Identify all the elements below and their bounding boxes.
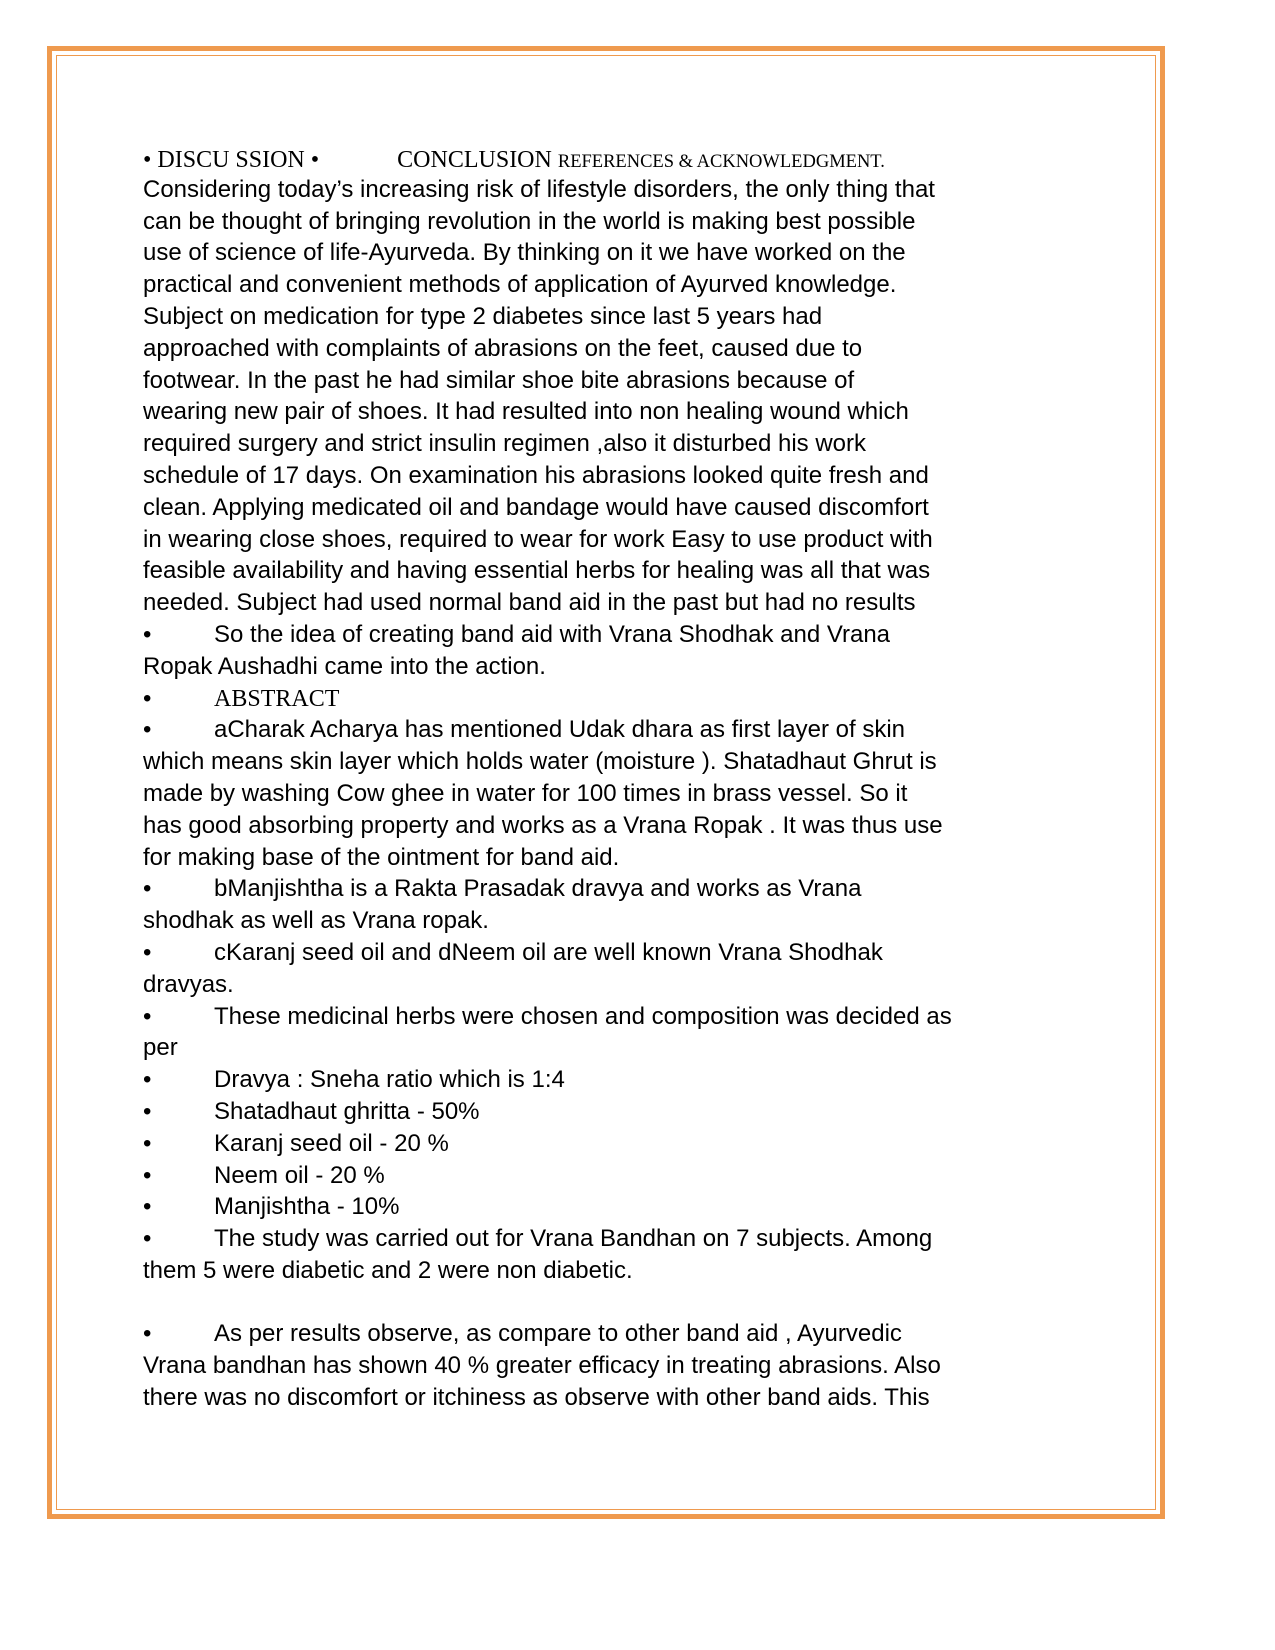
bullet-item-herbs — [143, 1001, 1083, 1033]
body-line: feasible availability and having essential herbs for healing was all that was — [143, 557, 931, 585]
composition-item — [143, 1096, 1083, 1128]
bullet-item-results — [143, 1318, 1083, 1350]
bullet-icon: • — [143, 1129, 152, 1157]
composition-text: Manjishtha - 10% — [214, 1193, 400, 1221]
body-line: approached with complaints of abrasions on the feet, caused due to — [143, 334, 863, 362]
bullet-item-abstract — [143, 683, 1083, 715]
body-line: required surgery and strict insulin regimen ,also it disturbed his work — [143, 430, 866, 458]
body-line: them 5 were diabetic and 2 were non diabetic. — [143, 1256, 633, 1284]
charak-text: aCharak Acharya has mentioned Udak dhara as first layer of skin — [214, 716, 906, 744]
bullet-icon: • — [143, 1161, 152, 1189]
bullet-item-charak — [143, 714, 1083, 746]
body-line: schedule of 17 days. On examination his abrasions looked quite fresh and — [143, 461, 929, 489]
bullet-item-study — [143, 1223, 1083, 1255]
header-references: REFERENCES & ACKNOWLEDGMENT. — [557, 152, 885, 172]
bullet-item-idea — [143, 619, 1083, 651]
bullet-item-karanj — [143, 937, 1083, 969]
body-line: dravyas. — [143, 970, 234, 998]
bullet-icon: • — [143, 1225, 152, 1253]
composition-text: Neem oil - 20 % — [214, 1161, 385, 1189]
composition-item — [143, 1160, 1083, 1192]
bullet-item-manjishtha — [143, 873, 1083, 905]
body-line: made by washing Cow ghee in water for 100 times in brass vessel. So it — [143, 779, 908, 807]
body-line: Ropak Aushadhi came into the action. — [143, 652, 546, 680]
header-conclusion: CONCLUSION — [397, 147, 552, 173]
body-line: which means skin layer which holds water (moisture ). Shatadhaut Ghrut is — [143, 748, 937, 776]
section-header — [143, 142, 1083, 174]
composition-item — [143, 1128, 1083, 1160]
bullet-icon: • — [143, 875, 152, 903]
body-line: clean. Applying medicated oil and bandage would have caused discomfort — [143, 493, 929, 521]
page-content — [143, 142, 1083, 1414]
body-line: practical and convenient methods of application of Ayurved knowledge. — [143, 271, 897, 299]
idea-text: So the idea of creating band aid with Vrana Shodhak and Vrana — [214, 620, 891, 648]
body-line: shodhak as well as Vrana ropak. — [143, 907, 489, 935]
bullet-icon: • — [143, 1193, 152, 1221]
blank-line — [143, 1287, 1083, 1319]
body-line: has good absorbing property and works as a Vrana Ropak . It was thus use — [143, 811, 943, 839]
body-line: can be thought of bringing revolution in the world is making best possible — [143, 207, 916, 235]
manjishtha-text: bManjishtha is a Rakta Prasadak dravya and works as Vrana — [214, 875, 862, 903]
body-line: there was no discomfort or itchiness as observe with other band aids. This — [143, 1384, 930, 1412]
bullet-icon: • — [143, 1097, 152, 1125]
bullet-icon: • — [143, 620, 152, 648]
karanj-text: cKaranj seed oil and dNeem oil are well known Vrana Shodhak — [214, 938, 883, 966]
composition-item — [143, 1064, 1083, 1096]
body-line: in wearing close shoes, required to wear for work Easy to use product with — [143, 525, 933, 553]
study-text: The study was carried out for Vrana Bandhan on 7 subjects. Among — [214, 1225, 933, 1253]
abstract-heading: ABSTRACT — [214, 685, 340, 712]
bullet-icon: • — [143, 716, 152, 744]
composition-item — [143, 1191, 1083, 1223]
body-line: for making base of the ointment for band aid. — [143, 843, 620, 871]
body-line: wearing new pair of shoes. It had resulted into non healing wound which — [143, 398, 909, 426]
bullet-icon: • — [143, 1002, 152, 1030]
bullet-icon: • — [143, 938, 152, 966]
body-line: footwear. In the past he had similar shoe bite abrasions because of — [143, 366, 855, 394]
body-line: Considering today’s increasing risk of lifestyle disorders, the only thing that — [143, 175, 935, 203]
body-line: Vrana bandhan has shown 40 % greater efficacy in treating abrasions. Also — [143, 1352, 941, 1380]
composition-text: Shatadhaut ghritta - 50% — [214, 1097, 480, 1125]
results-text: As per results observe, as compare to other band aid , Ayurvedic — [214, 1320, 902, 1348]
bullet-icon: • — [143, 1066, 152, 1094]
composition-text: Dravya : Sneha ratio which is 1:4 — [214, 1066, 565, 1094]
body-line: Subject on medication for type 2 diabetes since last 5 years had — [143, 302, 823, 330]
bullet-icon: • — [143, 684, 152, 712]
body-line: use of science of life-Ayurveda. By thinking on it we have worked on the — [143, 239, 906, 267]
body-line: per — [143, 1034, 178, 1062]
header-discussion: • DISCU SSION • — [143, 147, 320, 173]
bullet-icon: • — [143, 1320, 152, 1348]
body-line: needed. Subject had used normal band aid in the past but had no results — [143, 589, 916, 617]
composition-text: Karanj seed oil - 20 % — [214, 1129, 449, 1157]
herbs-text: These medicinal herbs were chosen and composition was decided as — [214, 1002, 952, 1030]
